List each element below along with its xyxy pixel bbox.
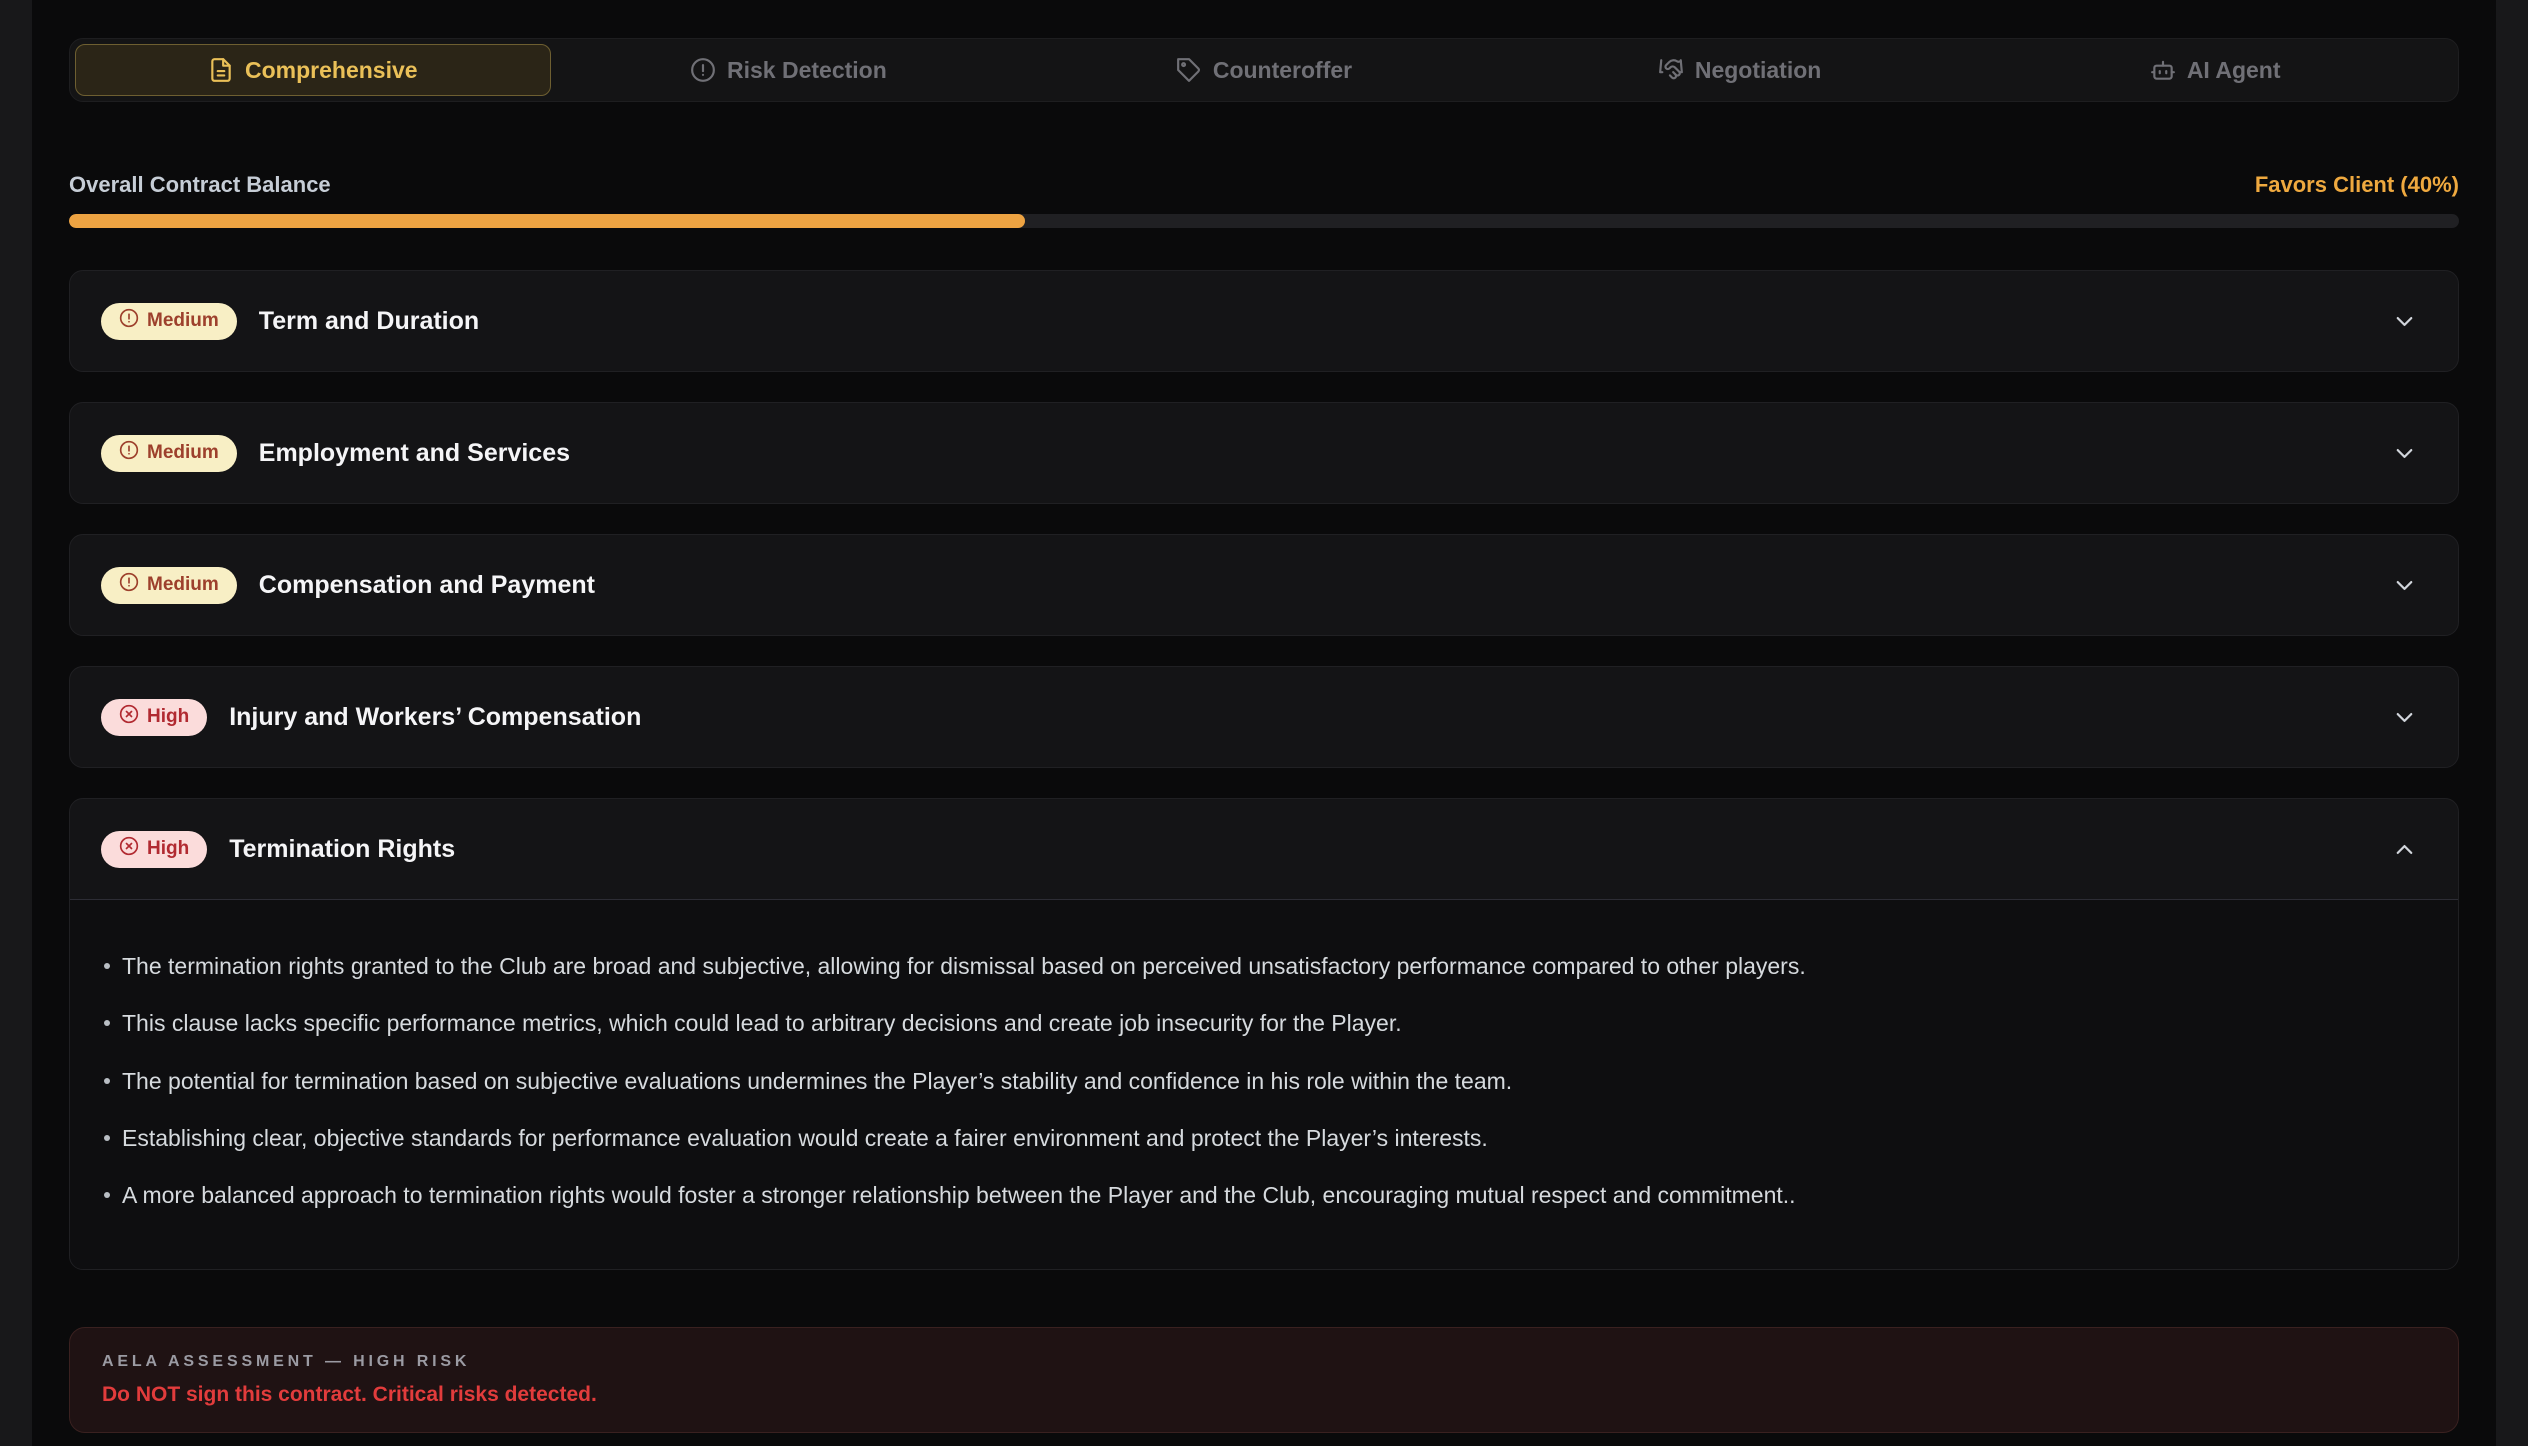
bullet-text: The potential for termination based on subjective evaluations undermines the Player’s stability and confidence in his role within the team. bbox=[122, 1067, 1513, 1094]
section-header[interactable] bbox=[70, 403, 2458, 503]
balance-value: Favors Client (40%) bbox=[2254, 172, 2459, 197]
section-bullet bbox=[104, 1122, 2418, 1155]
x-circle-icon bbox=[119, 836, 139, 862]
bullet-dot-icon bbox=[104, 1135, 110, 1141]
alert-circle-icon bbox=[119, 308, 139, 334]
tab-negotiation[interactable] bbox=[1502, 44, 1978, 96]
section-compensation-and-payment bbox=[69, 534, 2459, 636]
tab-ai-agent[interactable] bbox=[1977, 44, 2453, 96]
tab-counteroffer[interactable] bbox=[1026, 44, 1502, 96]
section-body bbox=[70, 899, 2458, 1269]
risk-badge bbox=[101, 303, 237, 340]
tab-label: Negotiation bbox=[1694, 56, 1822, 83]
tab-label: Risk Detection bbox=[727, 56, 887, 83]
section-bullet bbox=[104, 1065, 2418, 1098]
section-header[interactable] bbox=[70, 799, 2458, 899]
bullet-text: A more balanced approach to termination rights would foster a stronger relationship between the Player and the Club, encouraging mutual respect and commitment.. bbox=[122, 1182, 1796, 1209]
tab-bar bbox=[69, 38, 2459, 102]
risk-badge bbox=[101, 435, 237, 472]
assessment-message: Do NOT sign this contract. Critical risks detected. bbox=[102, 1382, 597, 1406]
section-title: Compensation and Payment bbox=[258, 570, 595, 599]
section-header[interactable] bbox=[70, 535, 2458, 635]
bot-icon bbox=[2150, 57, 2176, 83]
bullet-text: Establishing clear, objective standards for performance evaluation would create a fairer environment and protect the Player’s interests. bbox=[122, 1125, 1488, 1152]
handshake-icon bbox=[1658, 57, 1684, 83]
section-bullet bbox=[104, 1007, 2418, 1040]
tab-risk-detection[interactable] bbox=[551, 44, 1027, 96]
tab-label: Counteroffer bbox=[1212, 56, 1353, 83]
alert-circle-icon bbox=[690, 57, 716, 83]
section-title: Termination Rights bbox=[229, 834, 456, 863]
balance-progress-fill bbox=[69, 214, 1025, 228]
bullet-dot-icon bbox=[104, 1192, 110, 1198]
bullet-text: The termination rights granted to the Club are broad and subjective, allowing for dismissal based on perceived unsatisfactory performance compared to other players. bbox=[122, 953, 1806, 979]
risk-badge-label: Medium bbox=[147, 442, 219, 463]
section-title: Term and Duration bbox=[258, 306, 480, 335]
section-bullet bbox=[104, 950, 2418, 983]
section-termination-rights bbox=[69, 798, 2459, 1270]
section-term-and-duration bbox=[69, 270, 2459, 372]
balance-label: Overall Contract Balance bbox=[69, 172, 331, 197]
file-text-icon bbox=[208, 57, 234, 83]
contract-analysis-panel bbox=[32, 0, 2496, 1446]
risk-badge bbox=[101, 567, 237, 604]
tab-comprehensive[interactable] bbox=[75, 44, 551, 96]
chevron-down-icon bbox=[2391, 308, 2418, 335]
risk-badge-label: Medium bbox=[147, 574, 219, 595]
section-header[interactable] bbox=[70, 271, 2458, 371]
bullet-dot-icon bbox=[104, 1078, 110, 1084]
risk-badge-label: Medium bbox=[147, 310, 219, 331]
risk-badge-label: High bbox=[147, 706, 190, 727]
risk-sections bbox=[69, 270, 2459, 1270]
chevron-down-icon bbox=[2391, 572, 2418, 599]
section-header[interactable] bbox=[70, 667, 2458, 767]
contract-balance-row bbox=[69, 172, 2459, 198]
section-injury-and-workers-compensation bbox=[69, 666, 2459, 768]
risk-badge-label: High bbox=[147, 838, 190, 859]
section-title: Employment and Services bbox=[258, 438, 571, 467]
x-circle-icon bbox=[119, 704, 139, 730]
tag-icon bbox=[1176, 57, 1202, 83]
balance-progress-track bbox=[69, 214, 2459, 228]
alert-circle-icon bbox=[119, 572, 139, 598]
chevron-down-icon bbox=[2391, 704, 2418, 731]
risk-badge bbox=[101, 831, 207, 868]
assessment-label: AELA ASSESSMENT — HIGH RISK bbox=[102, 1352, 471, 1370]
bullet-text: This clause lacks specific performance metrics, which could lead to arbitrary decisions and create job insecurity for the Player. bbox=[122, 1010, 1402, 1037]
assessment-banner bbox=[69, 1327, 2459, 1433]
chevron-down-icon bbox=[2391, 440, 2418, 467]
chevron-up-icon bbox=[2391, 836, 2418, 863]
alert-circle-icon bbox=[119, 440, 139, 466]
bullet-dot-icon bbox=[104, 963, 110, 969]
section-title: Injury and Workers’ Compensation bbox=[229, 702, 642, 731]
tab-label: Comprehensive bbox=[245, 56, 418, 83]
section-bullet bbox=[104, 1179, 2418, 1212]
section-employment-and-services bbox=[69, 402, 2459, 504]
risk-badge bbox=[101, 699, 207, 736]
bullet-dot-icon bbox=[104, 1020, 110, 1026]
tab-label: AI Agent bbox=[2186, 56, 2281, 83]
